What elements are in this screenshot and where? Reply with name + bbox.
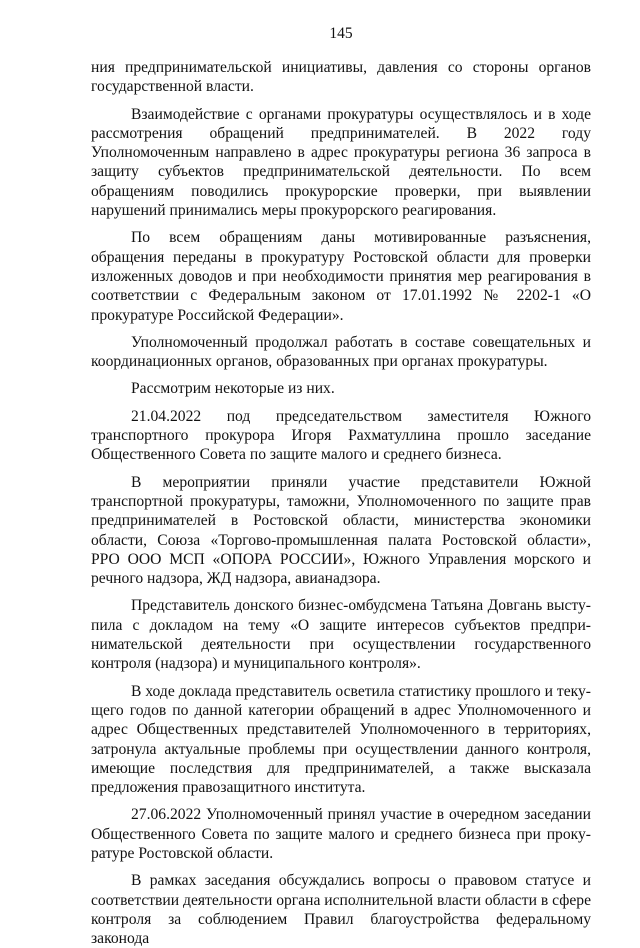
paragraph-continuation: ния предпринимательской инициативы, давления со стороны органов государственной власти. (91, 59, 591, 96)
body-text (91, 58, 591, 948)
paragraph-report-topic: Представитель донского бизнес-омбудсмена Татьяна Довгань выступила с докладом на тему «О защите интересов субъектов предпринимательской деятельности при осуществлении государственного контроля (надзора) и муниципального контроля». (91, 597, 591, 673)
paragraph-meeting-april: 21.04.2022 под председательством заместителя Южного транспортного прокурора Игоря Рахматуллина прошло заседание Общественного Совета по защите малого и среднего бизнеса. (91, 407, 591, 464)
paragraph-participants: В мероприятии приняли участие представители Южной транспортной прокуратуры, таможни, Уполномоченного по защите прав предпринимателей в Ростовской области, министерства экономики области, Союза «Торгово-промышленная палата Ростовской области», РРО ООО МСП «ОПОРА РОССИИ», Южного Управления морского и речного надзора, ЖД надзора, авианадзора. (91, 473, 591, 588)
page-number: 145 (329, 25, 353, 42)
paragraph-prosecutor-interaction: Взаимодействие с органами прокуратуры осуществлялось и в ходе рассмотрения обращений предпринимателей. В 2022 году Уполномоченным направлено в адрес прокуратуры региона 36 запроса в защиту субъектов предпринимательской деятельности. По всем обращениям поводились прокурорские проверки, при выявлении нарушений принимались меры прокурорского реагирования. (91, 105, 591, 220)
paragraph-advisory-bodies: Уполномоченный продолжал работать в составе совещательных и координационных органов, образованных при органах прокуратуры. (91, 333, 591, 371)
paragraph-meeting-june: 27.06.2022 Уполномоченный принял участие в очередном заседании Общественного Совета по защите малого и среднего бизнеса при прокуратуре Ростовской области. (91, 806, 591, 862)
paragraph-explanations: По всем обращениям даны мотивированные разъяснения, обращения переданы в прокуратуру Ростовской области для проверки изложенных доводов и при необходимости принятия мер реагирования в соответствии с Федеральным законом от 17.01.1992 № 2202-1 «О прокуратуре Российской Федерации». (91, 229, 591, 324)
paragraph-consider-some: Рассмотрим некоторые из них. (131, 380, 335, 398)
paragraph-report-statistics: В ходе доклада представитель осветила статистику прошлого и текущего годов по данной категории обращений в адрес Уполномоченного и адрес Общественных представителей Уполномоченного в территориях, затронула актуальные проблемы при осуществлении данного контроля, имеющие последствия для предпринимателей, а также высказала предложения правозащитного института. (91, 682, 591, 797)
paragraph-meeting-agenda: В рамках заседания обсуждались вопросы о правовом статусе и соответствии деятельности органа исполнительной власти области в сфере контроля за соблюдением Правил благоустройства федеральному законода (91, 872, 591, 948)
